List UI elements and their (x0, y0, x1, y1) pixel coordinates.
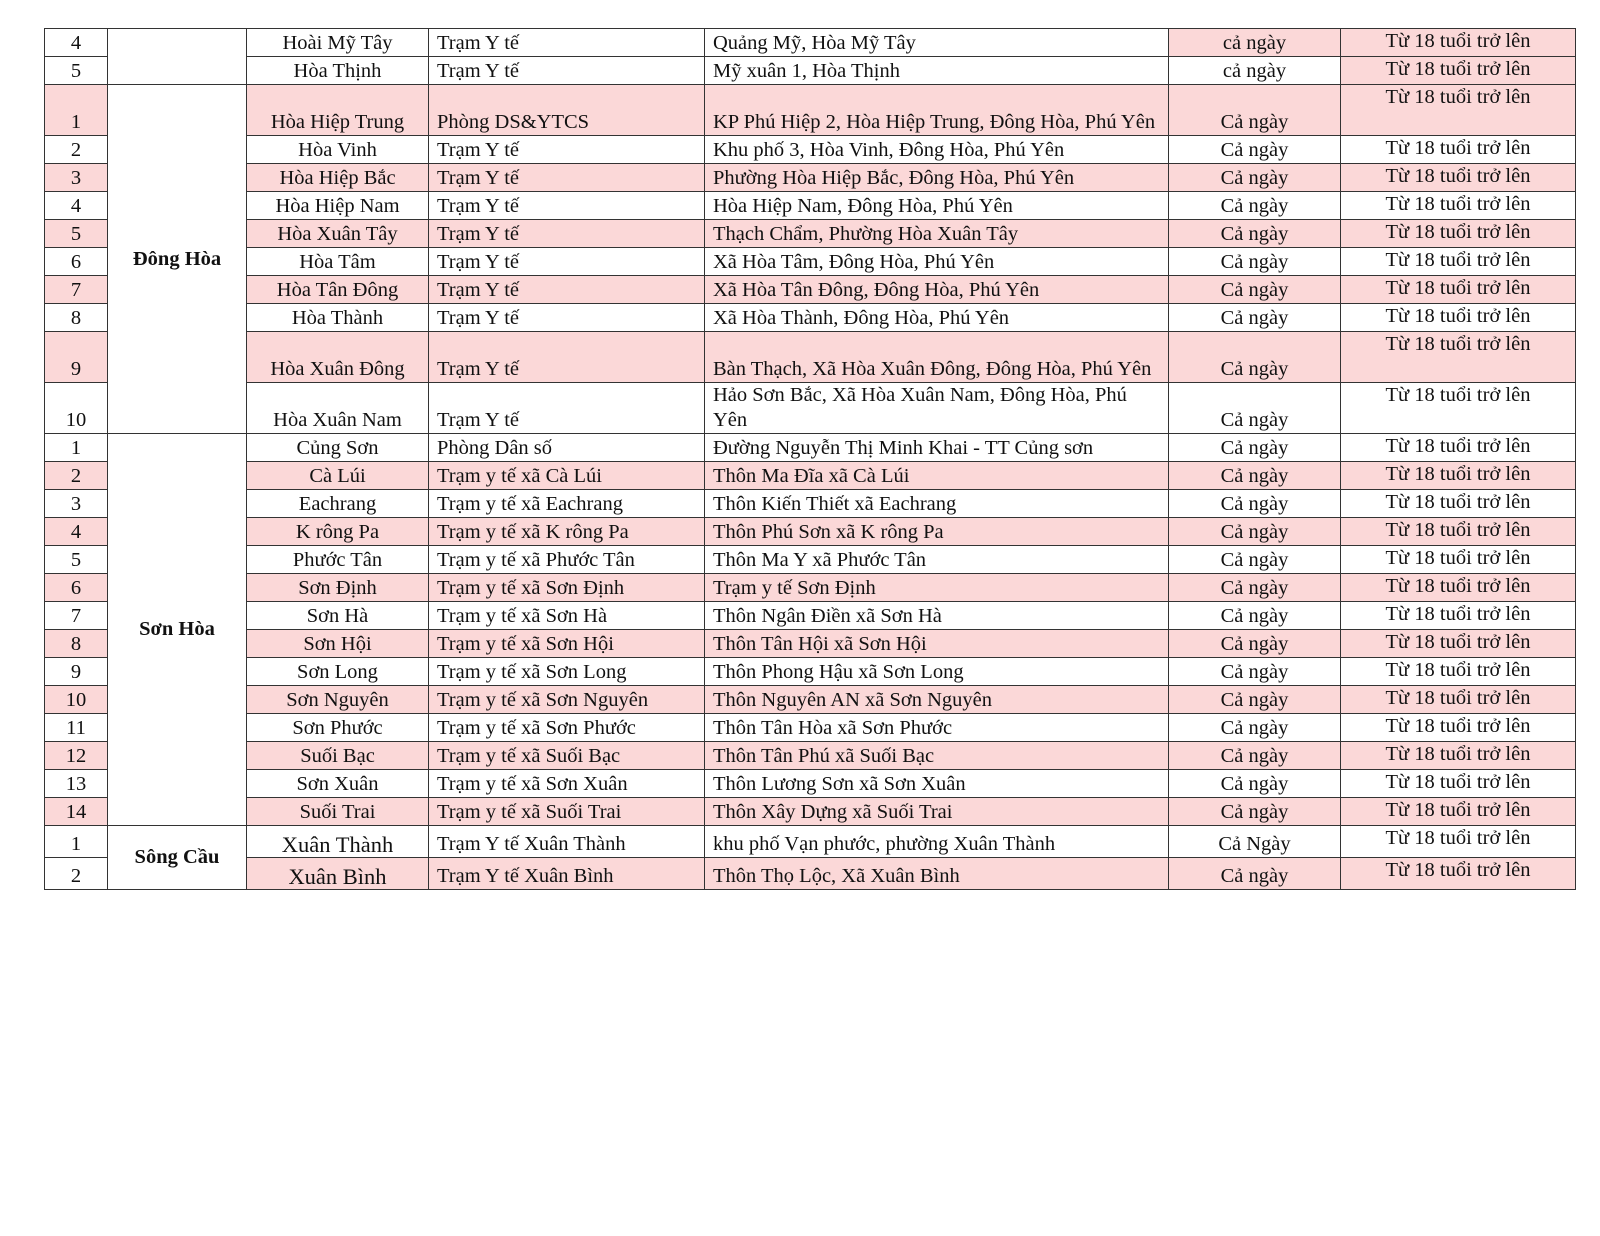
site-cell: Trạm y tế xã Suối Trai (429, 798, 705, 826)
site-cell: Trạm y tế xã Cà Lúi (429, 462, 705, 490)
site-cell: Trạm Y tế (429, 57, 705, 85)
site-cell: Trạm Y tế (429, 136, 705, 164)
age-cell: Từ 18 tuổi trở lên (1341, 332, 1576, 383)
site-cell: Trạm Y tế (429, 192, 705, 220)
commune-cell: Phước Tân (247, 546, 429, 574)
time-cell: Cả ngày (1169, 164, 1341, 192)
commune-cell: Sơn Nguyên (247, 686, 429, 714)
stt-cell: 1 (45, 85, 108, 136)
site-cell: Trạm Y tế Xuân Bình (429, 858, 705, 890)
vaccination-sites-table (44, 28, 1576, 890)
commune-cell: Xuân Bình (247, 858, 429, 890)
age-cell: Từ 18 tuổi trở lên (1341, 85, 1576, 136)
age-cell: Từ 18 tuổi trở lên (1341, 304, 1576, 332)
site-cell: Trạm Y tế (429, 304, 705, 332)
site-cell: Trạm y tế xã Sơn Long (429, 658, 705, 686)
address-cell: Thạch Chẩm, Phường Hòa Xuân Tây (705, 220, 1169, 248)
site-cell: Phòng DS&YTCS (429, 85, 705, 136)
address-cell: Thôn Xây Dựng xã Suối Trai (705, 798, 1169, 826)
stt-cell: 10 (45, 686, 108, 714)
commune-cell: Hòa Hiệp Trung (247, 85, 429, 136)
table-row (45, 57, 1576, 85)
address-cell: Thôn Nguyên AN xã Sơn Nguyên (705, 686, 1169, 714)
time-cell: Cả ngày (1169, 332, 1341, 383)
time-cell: Cả ngày (1169, 858, 1341, 890)
commune-cell: Hòa Vinh (247, 136, 429, 164)
time-cell: Cả ngày (1169, 602, 1341, 630)
table-row (45, 248, 1576, 276)
address-cell: Thôn Ma Y xã Phước Tân (705, 546, 1169, 574)
time-cell: cả ngày (1169, 29, 1341, 57)
age-cell: Từ 18 tuổi trở lên (1341, 574, 1576, 602)
table-row (45, 546, 1576, 574)
table-row (45, 332, 1576, 383)
address-cell: Xã Hòa Tâm, Đông Hòa, Phú Yên (705, 248, 1169, 276)
table-row (45, 798, 1576, 826)
age-cell: Từ 18 tuổi trở lên (1341, 798, 1576, 826)
table-row (45, 164, 1576, 192)
time-cell: Cả ngày (1169, 220, 1341, 248)
site-cell: Trạm y tế xã Sơn Phước (429, 714, 705, 742)
time-cell: Cả ngày (1169, 434, 1341, 462)
table-row (45, 658, 1576, 686)
commune-cell: Hòa Hiệp Bắc (247, 164, 429, 192)
site-cell: Trạm y tế xã Suối Bạc (429, 742, 705, 770)
commune-cell: Hòa Tâm (247, 248, 429, 276)
site-cell: Trạm y tế xã Sơn Nguyên (429, 686, 705, 714)
stt-cell: 5 (45, 57, 108, 85)
address-cell: Bàn Thạch, Xã Hòa Xuân Đông, Đông Hòa, Phú Yên (705, 332, 1169, 383)
time-cell: Cả ngày (1169, 304, 1341, 332)
stt-cell: 8 (45, 304, 108, 332)
stt-cell: 7 (45, 276, 108, 304)
site-cell: Trạm Y tế (429, 383, 705, 434)
table-row (45, 220, 1576, 248)
table-row (45, 136, 1576, 164)
age-cell: Từ 18 tuổi trở lên (1341, 518, 1576, 546)
commune-cell: Eachrang (247, 490, 429, 518)
time-cell: Cả ngày (1169, 136, 1341, 164)
site-cell: Trạm y tế xã Eachrang (429, 490, 705, 518)
address-cell: Phường Hòa Hiệp Bắc, Đông Hòa, Phú Yên (705, 164, 1169, 192)
commune-cell: Hòa Xuân Nam (247, 383, 429, 434)
age-cell: Từ 18 tuổi trở lên (1341, 770, 1576, 798)
time-cell: Cả ngày (1169, 630, 1341, 658)
site-cell: Trạm y tế xã Phước Tân (429, 546, 705, 574)
age-cell: Từ 18 tuổi trở lên (1341, 192, 1576, 220)
time-cell: Cả ngày (1169, 490, 1341, 518)
commune-cell: Hòa Thịnh (247, 57, 429, 85)
time-cell: cả ngày (1169, 57, 1341, 85)
age-cell: Từ 18 tuổi trở lên (1341, 546, 1576, 574)
address-cell: Trạm y tế Sơn Định (705, 574, 1169, 602)
commune-cell: K rông Pa (247, 518, 429, 546)
stt-cell: 6 (45, 574, 108, 602)
address-cell: KP Phú Hiệp 2, Hòa Hiệp Trung, Đông Hòa, Phú Yên (705, 85, 1169, 136)
table-row (45, 276, 1576, 304)
stt-cell: 5 (45, 546, 108, 574)
site-cell: Phòng Dân số (429, 434, 705, 462)
time-cell: Cả ngày (1169, 714, 1341, 742)
stt-cell: 14 (45, 798, 108, 826)
address-cell: Thôn Tân Hòa xã Sơn Phước (705, 714, 1169, 742)
time-cell: Cả ngày (1169, 462, 1341, 490)
address-cell: Thôn Thọ Lộc, Xã Xuân Bình (705, 858, 1169, 890)
stt-cell: 3 (45, 490, 108, 518)
address-cell: Thôn Tân Hội xã Sơn Hội (705, 630, 1169, 658)
address-cell: Xã Hòa Thành, Đông Hòa, Phú Yên (705, 304, 1169, 332)
time-cell: Cả ngày (1169, 770, 1341, 798)
stt-cell: 4 (45, 29, 108, 57)
time-cell: Cả ngày (1169, 248, 1341, 276)
age-cell: Từ 18 tuổi trở lên (1341, 136, 1576, 164)
age-cell: Từ 18 tuổi trở lên (1341, 630, 1576, 658)
table-row (45, 770, 1576, 798)
site-cell: Trạm Y tế (429, 164, 705, 192)
time-cell: Cả ngày (1169, 574, 1341, 602)
stt-cell: 4 (45, 192, 108, 220)
commune-cell: Xuân Thành (247, 826, 429, 858)
site-cell: Trạm y tế xã Sơn Hội (429, 630, 705, 658)
site-cell: Trạm y tế xã Sơn Định (429, 574, 705, 602)
age-cell: Từ 18 tuổi trở lên (1341, 686, 1576, 714)
time-cell: Cả ngày (1169, 192, 1341, 220)
time-cell: Cả ngày (1169, 276, 1341, 304)
district-song-cau: Sông Cầu (108, 826, 247, 890)
time-cell: Cả ngày (1169, 686, 1341, 714)
district-cell-continued (108, 29, 247, 85)
stt-cell: 11 (45, 714, 108, 742)
age-cell: Từ 18 tuổi trở lên (1341, 220, 1576, 248)
table-row (45, 826, 1576, 858)
district-dong-hoa: Đông Hòa (108, 85, 247, 434)
age-cell: Từ 18 tuổi trở lên (1341, 490, 1576, 518)
site-cell: Trạm Y tế Xuân Thành (429, 826, 705, 858)
age-cell: Từ 18 tuổi trở lên (1341, 276, 1576, 304)
commune-cell: Sơn Định (247, 574, 429, 602)
site-cell: Trạm Y tế (429, 332, 705, 383)
stt-cell: 12 (45, 742, 108, 770)
table-row (45, 630, 1576, 658)
commune-cell: Sơn Hội (247, 630, 429, 658)
stt-cell: 7 (45, 602, 108, 630)
time-cell: Cả Ngày (1169, 826, 1341, 858)
stt-cell: 1 (45, 826, 108, 858)
stt-cell: 8 (45, 630, 108, 658)
stt-cell: 13 (45, 770, 108, 798)
table-row (45, 434, 1576, 462)
age-cell: Từ 18 tuổi trở lên (1341, 57, 1576, 85)
address-cell: Thôn Ma Đĩa xã Cà Lúi (705, 462, 1169, 490)
address-cell: Quảng Mỹ, Hòa Mỹ Tây (705, 29, 1169, 57)
address-cell: Hảo Sơn Bắc, Xã Hòa Xuân Nam, Đông Hòa, Phú Yên (705, 383, 1169, 434)
age-cell: Từ 18 tuổi trở lên (1341, 383, 1576, 434)
time-cell: Cả ngày (1169, 798, 1341, 826)
table-row (45, 29, 1576, 57)
site-cell: Trạm y tế xã Sơn Xuân (429, 770, 705, 798)
stt-cell: 6 (45, 248, 108, 276)
stt-cell: 2 (45, 462, 108, 490)
address-cell: Mỹ xuân 1, Hòa Thịnh (705, 57, 1169, 85)
commune-cell: Hòa Xuân Tây (247, 220, 429, 248)
age-cell: Từ 18 tuổi trở lên (1341, 742, 1576, 770)
table-row (45, 85, 1576, 136)
time-cell: Cả ngày (1169, 518, 1341, 546)
age-cell: Từ 18 tuổi trở lên (1341, 826, 1576, 858)
time-cell: Cả ngày (1169, 658, 1341, 686)
age-cell: Từ 18 tuổi trở lên (1341, 164, 1576, 192)
table-row (45, 462, 1576, 490)
table-row (45, 383, 1576, 434)
stt-cell: 9 (45, 658, 108, 686)
table-row (45, 574, 1576, 602)
commune-cell: Hòa Hiệp Nam (247, 192, 429, 220)
age-cell: Từ 18 tuổi trở lên (1341, 658, 1576, 686)
table-row (45, 742, 1576, 770)
commune-cell: Hòa Xuân Đông (247, 332, 429, 383)
address-cell: Thôn Kiến Thiết xã Eachrang (705, 490, 1169, 518)
address-cell: Thôn Phú Sơn xã K rông Pa (705, 518, 1169, 546)
age-cell: Từ 18 tuổi trở lên (1341, 248, 1576, 276)
commune-cell: Củng Sơn (247, 434, 429, 462)
stt-cell: 5 (45, 220, 108, 248)
age-cell: Từ 18 tuổi trở lên (1341, 858, 1576, 890)
age-cell: Từ 18 tuổi trở lên (1341, 434, 1576, 462)
table-row (45, 304, 1576, 332)
stt-cell: 1 (45, 434, 108, 462)
address-cell: Thôn Ngân Điền xã Sơn Hà (705, 602, 1169, 630)
time-cell: Cả ngày (1169, 742, 1341, 770)
commune-cell: Suối Bạc (247, 742, 429, 770)
district-son-hoa: Sơn Hòa (108, 434, 247, 826)
stt-cell: 10 (45, 383, 108, 434)
commune-cell: Cà Lúi (247, 462, 429, 490)
time-cell: Cả ngày (1169, 546, 1341, 574)
commune-cell: Suối Trai (247, 798, 429, 826)
age-cell: Từ 18 tuổi trở lên (1341, 462, 1576, 490)
site-cell: Trạm Y tế (429, 29, 705, 57)
address-cell: Thôn Phong Hậu xã Sơn Long (705, 658, 1169, 686)
time-cell: Cả ngày (1169, 383, 1341, 434)
address-cell: Khu phố 3, Hòa Vinh, Đông Hòa, Phú Yên (705, 136, 1169, 164)
stt-cell: 3 (45, 164, 108, 192)
site-cell: Trạm Y tế (429, 276, 705, 304)
site-cell: Trạm y tế xã K rông Pa (429, 518, 705, 546)
table-row (45, 192, 1576, 220)
age-cell: Từ 18 tuổi trở lên (1341, 602, 1576, 630)
stt-cell: 2 (45, 858, 108, 890)
stt-cell: 4 (45, 518, 108, 546)
site-cell: Trạm Y tế (429, 220, 705, 248)
table-row (45, 602, 1576, 630)
commune-cell: Sơn Hà (247, 602, 429, 630)
site-cell: Trạm y tế xã Sơn Hà (429, 602, 705, 630)
time-cell: Cả ngày (1169, 85, 1341, 136)
table-row (45, 858, 1576, 890)
address-cell: khu phố Vạn phước, phường Xuân Thành (705, 826, 1169, 858)
address-cell: Hòa Hiệp Nam, Đông Hòa, Phú Yên (705, 192, 1169, 220)
age-cell: Từ 18 tuổi trở lên (1341, 29, 1576, 57)
commune-cell: Hoài Mỹ Tây (247, 29, 429, 57)
stt-cell: 2 (45, 136, 108, 164)
address-cell: Thôn Tân Phú xã Suối Bạc (705, 742, 1169, 770)
table-row (45, 518, 1576, 546)
commune-cell: Sơn Xuân (247, 770, 429, 798)
table-row (45, 686, 1576, 714)
address-cell: Xã Hòa Tân Đông, Đông Hòa, Phú Yên (705, 276, 1169, 304)
table-row (45, 714, 1576, 742)
site-cell: Trạm Y tế (429, 248, 705, 276)
commune-cell: Hòa Tân Đông (247, 276, 429, 304)
commune-cell: Hòa Thành (247, 304, 429, 332)
commune-cell: Sơn Long (247, 658, 429, 686)
table-row (45, 490, 1576, 518)
stt-cell: 9 (45, 332, 108, 383)
age-cell: Từ 18 tuổi trở lên (1341, 714, 1576, 742)
address-cell: Thôn Lương Sơn xã Sơn Xuân (705, 770, 1169, 798)
address-cell: Đường Nguyễn Thị Minh Khai - TT Củng sơn (705, 434, 1169, 462)
commune-cell: Sơn Phước (247, 714, 429, 742)
